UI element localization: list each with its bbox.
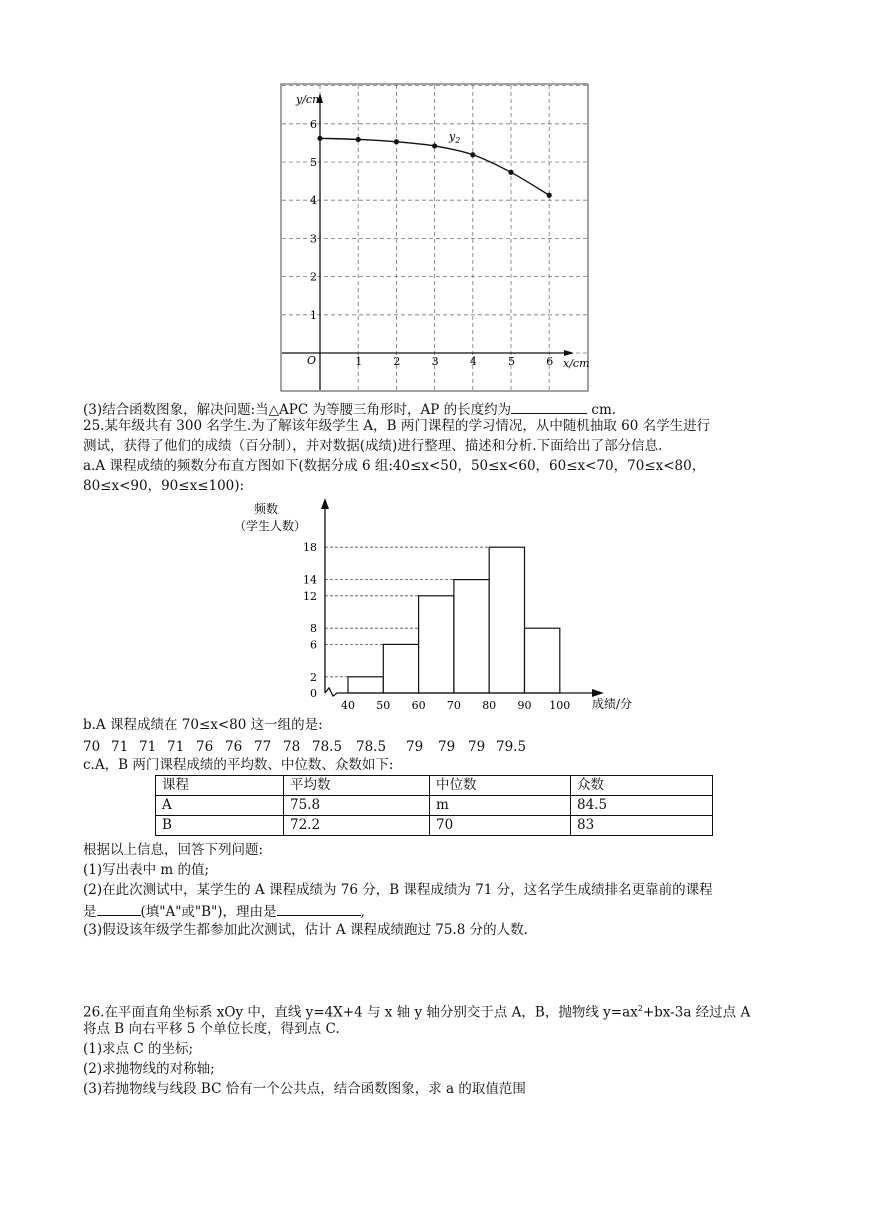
curve-point xyxy=(470,152,475,157)
curve-label: $y_2$ xyxy=(449,130,461,145)
q25-sub2-line1: (2)在此次测试中，某学生的 A 课程成绩为 76 分，B 课程成绩为 71 分，这名学生成绩排名更靠前的课程 xyxy=(83,882,713,898)
table-header-cell: 课程 xyxy=(156,776,284,796)
histogram-ylabel-line1: 频数 xyxy=(254,502,279,516)
score-value: 78.5 xyxy=(356,739,387,755)
y-tick-label: 6 xyxy=(310,638,317,652)
x-tick-label: 90 xyxy=(517,699,532,712)
histogram-bar xyxy=(383,644,418,693)
histogram-bars xyxy=(348,547,560,693)
graph-tick-labels xyxy=(310,118,553,368)
curve-point xyxy=(356,137,361,142)
table-cell: 70 xyxy=(430,816,571,836)
curve-point xyxy=(394,139,399,144)
y-tick-label: 8 xyxy=(310,622,317,636)
x-tick-label: 3 xyxy=(431,355,439,368)
x-tick-label: 40 xyxy=(341,699,355,712)
score-value: 71 xyxy=(111,739,129,755)
table-row xyxy=(156,796,713,816)
q25-answer-intro: 根据以上信息，回答下列问题: xyxy=(83,842,264,858)
y-tick-label: 5 xyxy=(310,156,317,169)
y-axis-label: y/cm xyxy=(296,93,323,106)
x-tick-label: 60 xyxy=(411,699,426,712)
histogram-bar xyxy=(525,628,560,693)
q26-line2: 将点 B 向右平移 5 个单位长度，得到点 C. xyxy=(83,1021,340,1037)
q25-b-line: b.A 课程成绩在 70≤x<80 这一组的是: xyxy=(83,717,323,733)
q25-intro-line2: 测试，获得了他们的成绩（百分制），并对数据(成绩)进行整理、描述和分析.下面给出了部分信息. xyxy=(83,438,663,454)
q25-intro-line1: 25.某年级共有 300 名学生.为了解该年级学生 A，B 两门课程的学习情况，从中随机抽取 60 名学生进行 xyxy=(83,418,711,434)
score-value: 78.5 xyxy=(312,739,343,755)
q25-a-line1: a.A 课程成绩的频数分布直方图如下(数据分成 6 组:40≤x<50，50≤x<60，60≤x<70，70≤x<80， xyxy=(83,458,706,474)
x-tick-label: 50 xyxy=(376,699,391,712)
table-cell: 84.5 xyxy=(571,796,713,816)
histogram-ylabel-line2: （学生人数） xyxy=(234,519,307,533)
histogram-xlabel: 成绩/分 xyxy=(592,697,633,711)
histogram-x-arrow xyxy=(592,689,604,697)
score-value: 79 xyxy=(406,739,424,755)
x-tick-label: 4 xyxy=(469,355,477,368)
table-header-cell: 中位数 xyxy=(430,776,571,796)
x-tick-label: 80 xyxy=(482,699,497,712)
score-value: 78 xyxy=(283,739,301,755)
y2-points xyxy=(317,136,551,198)
y-tick-label: 12 xyxy=(303,589,317,603)
histogram-bar xyxy=(489,547,524,693)
score-value: 71 xyxy=(167,739,185,755)
q25-sub2-line2: 是 (填"A"或"B")，理由是 , xyxy=(83,900,365,922)
x-tick-label: 6 xyxy=(546,355,554,368)
table-row xyxy=(156,816,713,836)
y-tick-label: 18 xyxy=(303,541,317,555)
score-value: 71 xyxy=(139,739,157,755)
x-tick-label: 2 xyxy=(393,355,401,368)
y-tick-label: 2 xyxy=(310,270,317,284)
score-value: 77 xyxy=(254,739,272,755)
y-tick-label: 0 xyxy=(310,687,317,700)
x-tick-label: 70 xyxy=(446,699,461,712)
histogram-bar xyxy=(419,596,454,693)
curve-point xyxy=(317,136,322,141)
frequency-histogram xyxy=(230,495,650,715)
q25-a-line2: 80≤x<90，90≤x≤100): xyxy=(83,478,245,494)
table-header-cell: 众数 xyxy=(571,776,713,796)
table-header-cell: 平均数 xyxy=(284,776,430,796)
table-cell: 72.2 xyxy=(284,816,430,836)
q26-line1: 26.在平面直角坐标系 xOy 中，直线 y=4X+4 与 x 轴 y 轴分别交于点 A，B，抛物线 $y=ax^2+bx-3a$ 经过点 A xyxy=(83,1004,751,1021)
q25-sub3: (3)假设该年级学生都参加此次测试，估计 A 课程成绩跑过 75.8 分的人数. xyxy=(83,922,528,938)
histogram-bar xyxy=(348,677,383,693)
score-value: 76 xyxy=(225,739,243,755)
q24-part3: (3)结合函数图象，解决问题:当△APC 为等腰三角形时，AP 的长度约为 cm. xyxy=(83,398,616,420)
table-cell: 83 xyxy=(571,816,713,836)
origin-label: O xyxy=(307,354,317,367)
score-value: 76 xyxy=(196,739,214,755)
score-value: 70 xyxy=(83,739,101,755)
table-cell: 75.8 xyxy=(284,796,430,816)
stats-table xyxy=(155,775,713,836)
q26-sub3: (3)若抛物线与线段 BC 恰有一个公共点，结合函数图象，求 a 的取值范围 xyxy=(83,1081,526,1097)
q26-sub2: (2)求抛物线的对称轴; xyxy=(83,1061,215,1077)
y-tick-label: 6 xyxy=(310,117,317,131)
score-value: 79 xyxy=(438,739,456,755)
x-axis-label: x/cm xyxy=(563,357,590,370)
y-tick-label: 3 xyxy=(310,232,317,246)
score-value: 79 xyxy=(468,739,486,755)
table-cell: m xyxy=(430,796,571,816)
histogram-bar xyxy=(454,580,489,693)
graph-axes xyxy=(282,93,574,390)
histogram-y-arrow xyxy=(321,498,329,509)
x-axis-arrow xyxy=(564,350,574,356)
y-tick-label: 4 xyxy=(310,194,317,208)
y-tick-label: 1 xyxy=(310,308,317,322)
table-cell: A xyxy=(156,796,284,816)
curve-point xyxy=(508,170,513,175)
score-value: 79.5 xyxy=(496,739,527,755)
q25-c-line: c.A，B 两门课程成绩的平均数、中位数、众数如下: xyxy=(83,757,394,773)
x-tick-label: 5 xyxy=(508,355,515,368)
curve-point xyxy=(547,193,552,198)
x-tick-label: 100 xyxy=(549,699,571,712)
y-tick-label: 14 xyxy=(303,573,317,587)
q25-reason-blank[interactable] xyxy=(277,900,361,916)
y2-function-graph xyxy=(280,83,590,393)
x-tick-label: 1 xyxy=(355,355,363,368)
table-cell: B xyxy=(156,816,284,836)
graph-grid xyxy=(282,85,587,390)
q24-answer-blank[interactable] xyxy=(511,398,587,414)
q25-choice-blank[interactable] xyxy=(97,900,141,916)
y-tick-label: 2 xyxy=(310,670,317,684)
table-header-row xyxy=(156,776,713,796)
q26-sub1: (1)求点 C 的坐标; xyxy=(83,1041,194,1057)
curve-point xyxy=(432,143,437,148)
q25-sub1: (1)写出表中 m 的值; xyxy=(83,862,210,878)
